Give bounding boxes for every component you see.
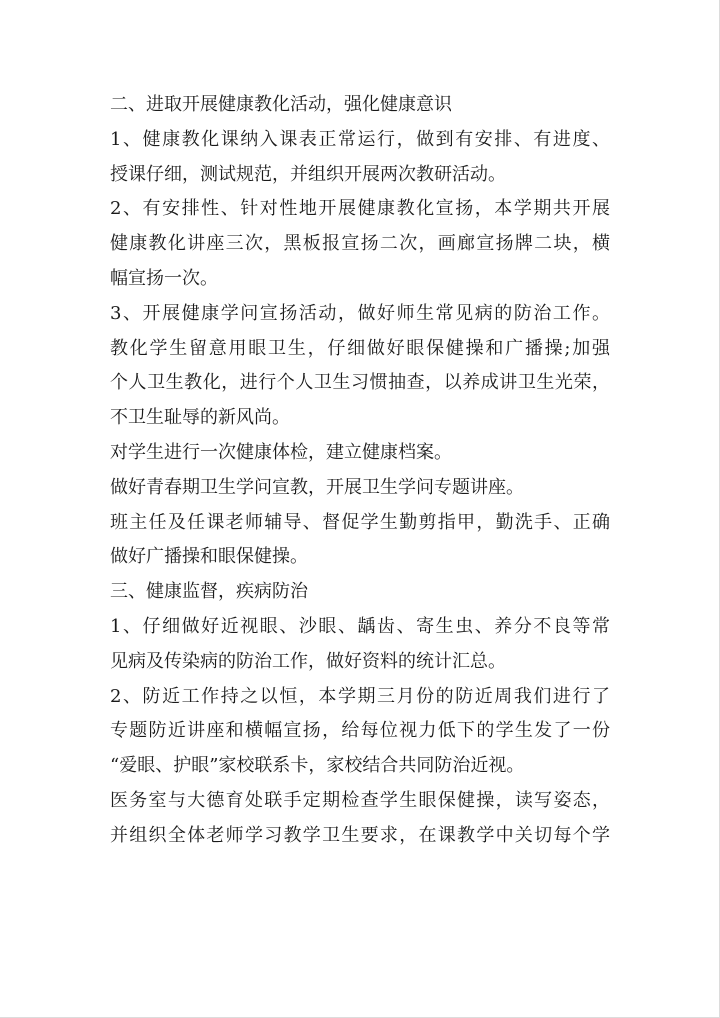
text-line: 1、健康教化课纳入课表正常运行，做到有安排、有进度、 — [110, 128, 610, 150]
document-body — [110, 88, 610, 854]
text-line: 教化学生留意用眼卫生，仔细做好眼保健操和广播操;加强 — [110, 337, 610, 359]
text-line: 2、有安排性、针对性地开展健康教化宣扬，本学期共开展 — [110, 198, 610, 220]
text-line: 授课仔细，测试规范，并组织开展两次教研活动。 — [110, 163, 506, 185]
text-line: 1、仔细做好近视眼、沙眼、龋齿、寄生虫、养分不良等常 — [110, 615, 610, 637]
text-line: 3、开展健康学问宣扬活动，做好师生常见病的防治工作。 — [110, 302, 610, 324]
text-line: 见病及传染病的防治工作，做好资料的统计汇总。 — [110, 650, 506, 672]
text-line: 不卫生耻辱的新风尚。 — [110, 407, 290, 429]
section-heading: 二、进取开展健康教化活动，强化健康意识 — [110, 94, 452, 115]
text-line: 个人卫生教化，进行个人卫生习惯抽查，以养成讲卫生光荣， — [110, 372, 610, 394]
section-heading: 三、健康监督，疾病防治 — [110, 581, 308, 603]
text-line: 做好青春期卫生学问宣教，开展卫生学问专题讲座。 — [110, 476, 524, 498]
text-line: 幅宣扬一次。 — [110, 267, 218, 289]
text-line: 并组织全体老师学习教学卫生要求，在课教学中关切每个学 — [110, 824, 610, 846]
text-line: “爱眼、护眼”家校联系卡，家校结合共同防治近视。 — [110, 755, 525, 777]
text-line: 专题防近讲座和横幅宣扬，给每位视力低下的学生发了一份 — [110, 720, 610, 742]
text-line: 2、防近工作持之以恒，本学期三月份的防近周我们进行了 — [110, 685, 610, 707]
text-line: 做好广播操和眼保健操。 — [110, 546, 308, 568]
text-line: 班主任及任课老师辅导、督促学生勤剪指甲，勤洗手、正确 — [110, 511, 610, 533]
text-line: 健康教化讲座三次，黑板报宣扬二次，画廊宣扬牌二块，横 — [110, 233, 610, 255]
text-line: 医务室与大德育处联手定期检查学生眼保健操，读写姿态， — [110, 789, 610, 811]
text-line: 对学生进行一次健康体检，建立健康档案。 — [110, 441, 452, 463]
